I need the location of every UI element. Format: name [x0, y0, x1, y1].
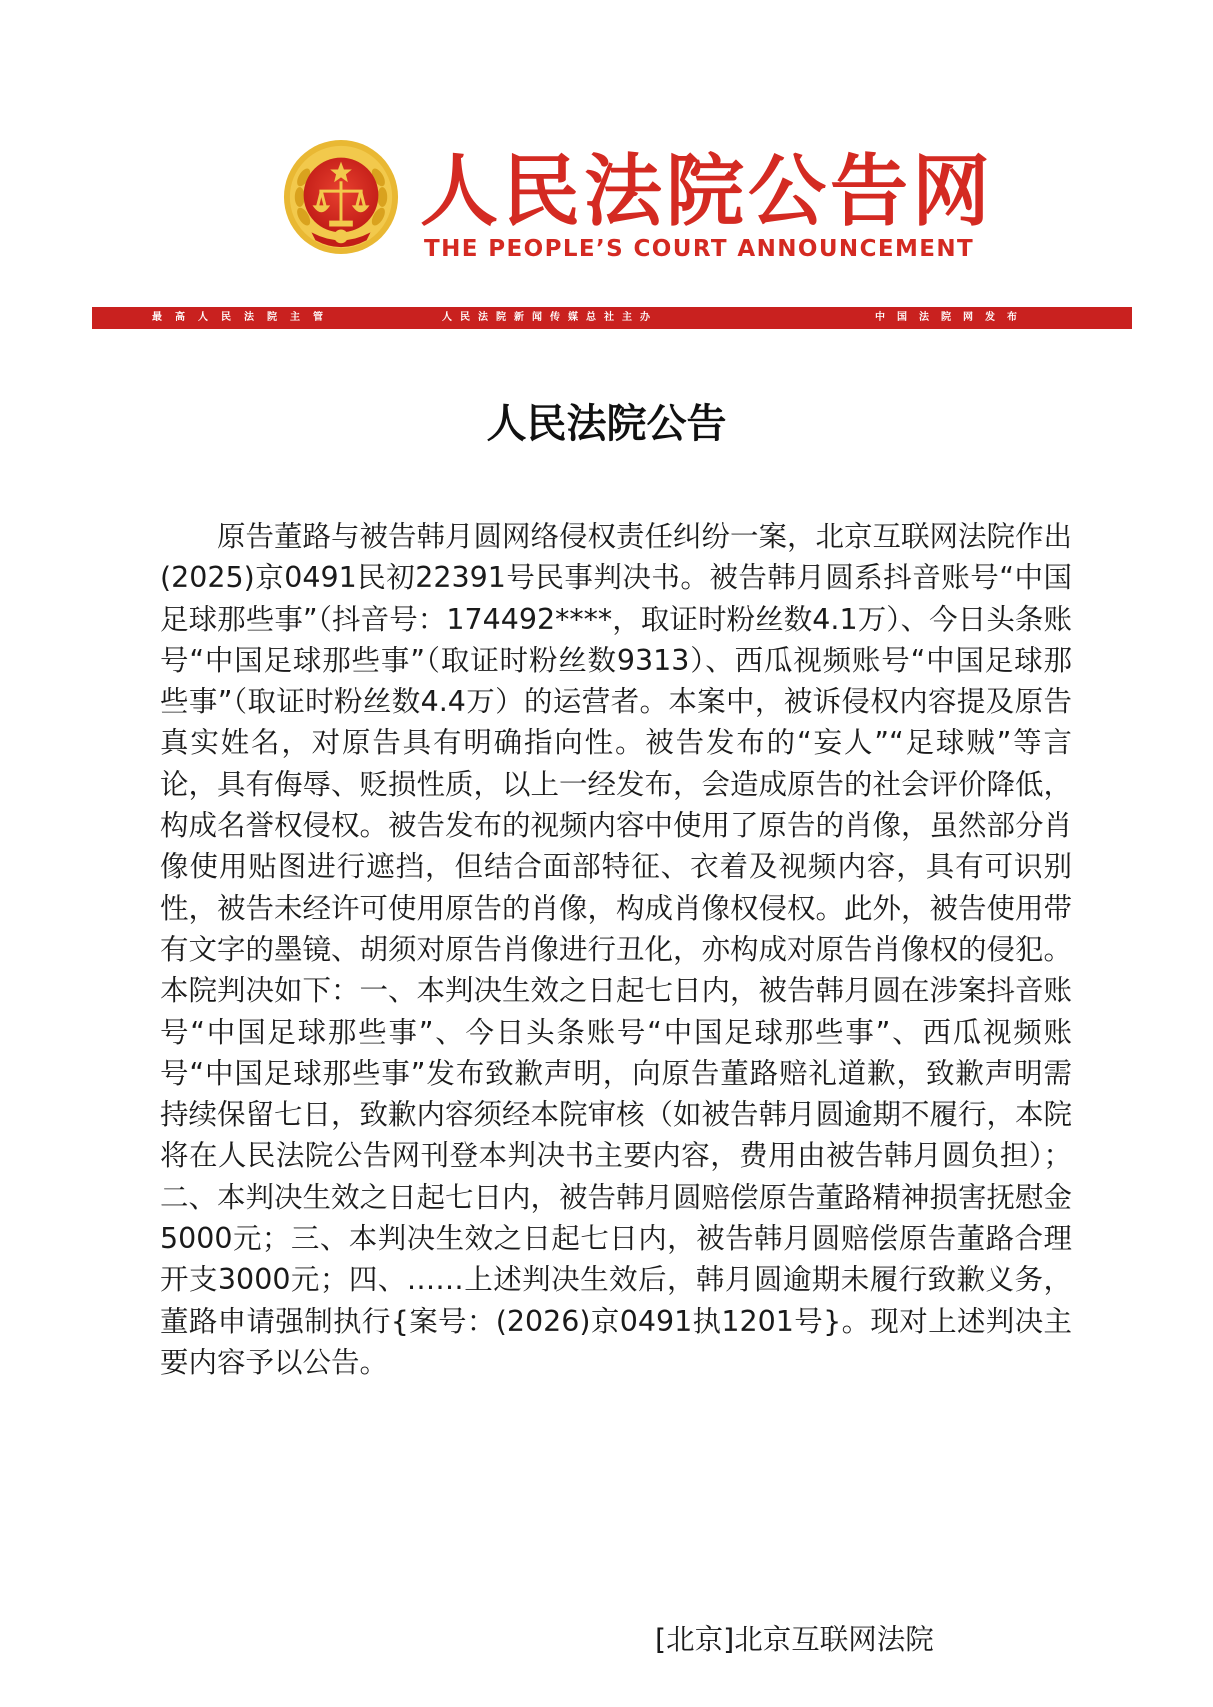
site-subtitle: THE PEOPLE’S COURT ANNOUNCEMENT	[424, 236, 975, 262]
site-title: 人民法院公告网	[420, 147, 995, 237]
banner-center-text: 人民法院新闻传媒总社主办	[442, 312, 658, 323]
notice-title: 人民法院公告	[486, 401, 727, 447]
court-signature: [北京]北京互联网法院	[655, 1623, 934, 1656]
court-emblem-icon	[282, 138, 400, 256]
notice-body: 原告董路与被告韩月圆网络侵权责任纠纷一案，北京互联网法院作出(2025)京0491民初22391号民事判决书。被告韩月圆系抖音账号“中国足球那些事”（抖音号：174492****，取证时粉丝数4.1万）、今日头条账号“中国足球那些事”（取证时粉丝数9313）、西瓜视频账号“中国足球那些事”（取证时粉丝数4.4万）的运营者。本案中，被诉侵权内容提及原告真实姓名，对原告具有明确指向性。被告发布的“妄人”“足球贼”等言论，具有侮辱、贬损性质，以上一经发布，会造成原告的社会评价降低，构成名誉权侵权。被告发布的视频内容中使用了原告的肖像，虽然部分肖像使用贴图进行遮挡，但结合面部特征、衣着及视频内容，具有可识别性，被告未经许可使用原告的肖像，构成肖像权侵权。此外，被告使用带有文字的墨镜、胡须对原告肖像进行丑化，亦构成对原告肖像权的侵犯。本院判决如下：一、本判决生效之日起七日内，被告韩月圆在涉案抖音账号“中国足球那些事”、今日头条账号“中国足球那些事”、西瓜视频账号“中国足球那些事”发布致歉声明，向原告董路赔礼道歉，致歉声明需持续保留七日，致歉内容须经本院审核（如被告韩月圆逾期不履行，本院将在人民法院公告网刊登本判决书主要内容，费用由被告韩月圆负担）；二、本判决生效之日起七日内，被告韩月圆赔偿原告董路精神损害抚慰金5000元；三、本判决生效之日起七日内，被告韩月圆赔偿原告董路合理开支3000元；四、……上述判决生效后，韩月圆逾期未履行致歉义务，董路申请强制执行{案号：(2026)京0491执1201号}。现对上述判决主要内容予以公告。	[160, 520, 1073, 1379]
banner-left-text: 最高人民法院主管	[152, 312, 336, 323]
header-banner	[92, 307, 1132, 329]
banner-right-text: 中国法院网发布	[875, 312, 1029, 323]
